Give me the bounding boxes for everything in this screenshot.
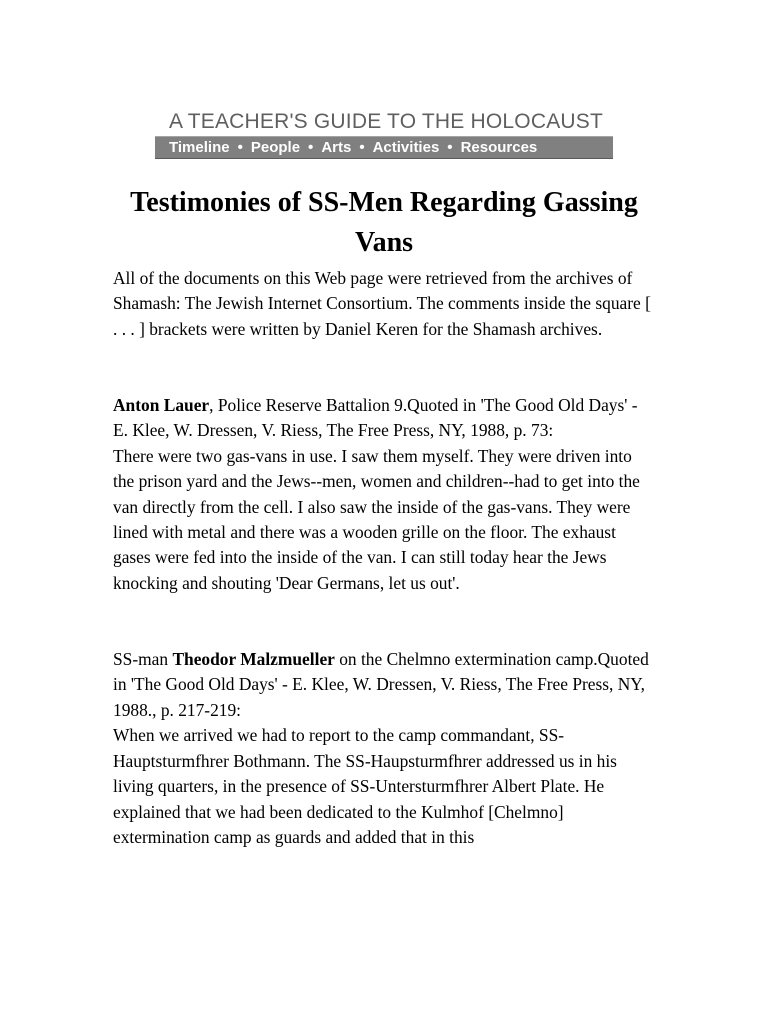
- nav-separator: •: [308, 139, 314, 156]
- nav-separator: •: [447, 139, 453, 156]
- testimony-text: When we arrived we had to report to the camp commandant, SS-Hauptsturmfhrer Bothmann. The SS-Haupsturmfhrer addressed us in his living quarters, in the presence of SS-Untersturmfhrer Albert Plate. He explained that we had been dedicated to the Kulmhof [Chelmno] extermination camp as guards and added that in this: [113, 725, 617, 847]
- spacer: [113, 596, 653, 647]
- witness-name: Theodor Malzmueller: [172, 649, 335, 670]
- intro-paragraph: All of the documents on this Web page were retrieved from the archives of Shamash: The Jewish Internet Consortium. The comments inside the square [ . . . ] brackets were written by Daniel Keren for the Shamash archives.: [113, 268, 651, 339]
- citation-source: , Police Reserve Battalion 9.Quoted in 'The Good Old Days' - E. Klee, W. Dressen, V. Riess, The Free Press, NY, 1988, p. 73:: [113, 395, 638, 441]
- citation-source: on the Chelmno extermination camp.Quoted in 'The Good Old Days' - E. Klee, W. Dressen, V. Riess, The Free Press, NY, 1988., p. 217-219:: [113, 649, 649, 720]
- page-title: Testimonies of SS-Men Regarding Gassing Vans: [130, 187, 638, 258]
- site-title: A TEACHER'S GUIDE TO THE HOLOCAUST: [169, 110, 604, 133]
- nav-separator: •: [237, 139, 243, 156]
- spacer: [113, 342, 653, 393]
- testimony-citation: [113, 647, 653, 723]
- site-nav-bar: [155, 136, 613, 159]
- witness-name: Anton Lauer: [113, 395, 210, 416]
- testimony-citation: [113, 393, 653, 444]
- nav-link-activities[interactable]: Activities: [372, 139, 440, 156]
- nav-link-resources[interactable]: Resources: [460, 139, 538, 156]
- nav-link-arts[interactable]: Arts: [321, 139, 352, 156]
- site-banner: [155, 110, 613, 160]
- nav-link-timeline[interactable]: Timeline: [169, 139, 230, 156]
- page-content: [113, 266, 653, 850]
- nav-separator: •: [359, 139, 365, 156]
- testimony-text: There were two gas-vans in use. I saw them myself. They were driven into the prison yard and the Jews--men, women and children--had to get into the van directly from the cell. I also saw the inside of the gas-vans. They were lined with metal and there was a wooden grille on the floor. The exhaust gases were fed into the inside of the van. I can still today hear the Jews knocking and shouting 'Dear Germans, let us out'.: [113, 445, 640, 593]
- nav-link-people[interactable]: People: [250, 139, 301, 156]
- citation-prefix: SS-man: [113, 649, 173, 670]
